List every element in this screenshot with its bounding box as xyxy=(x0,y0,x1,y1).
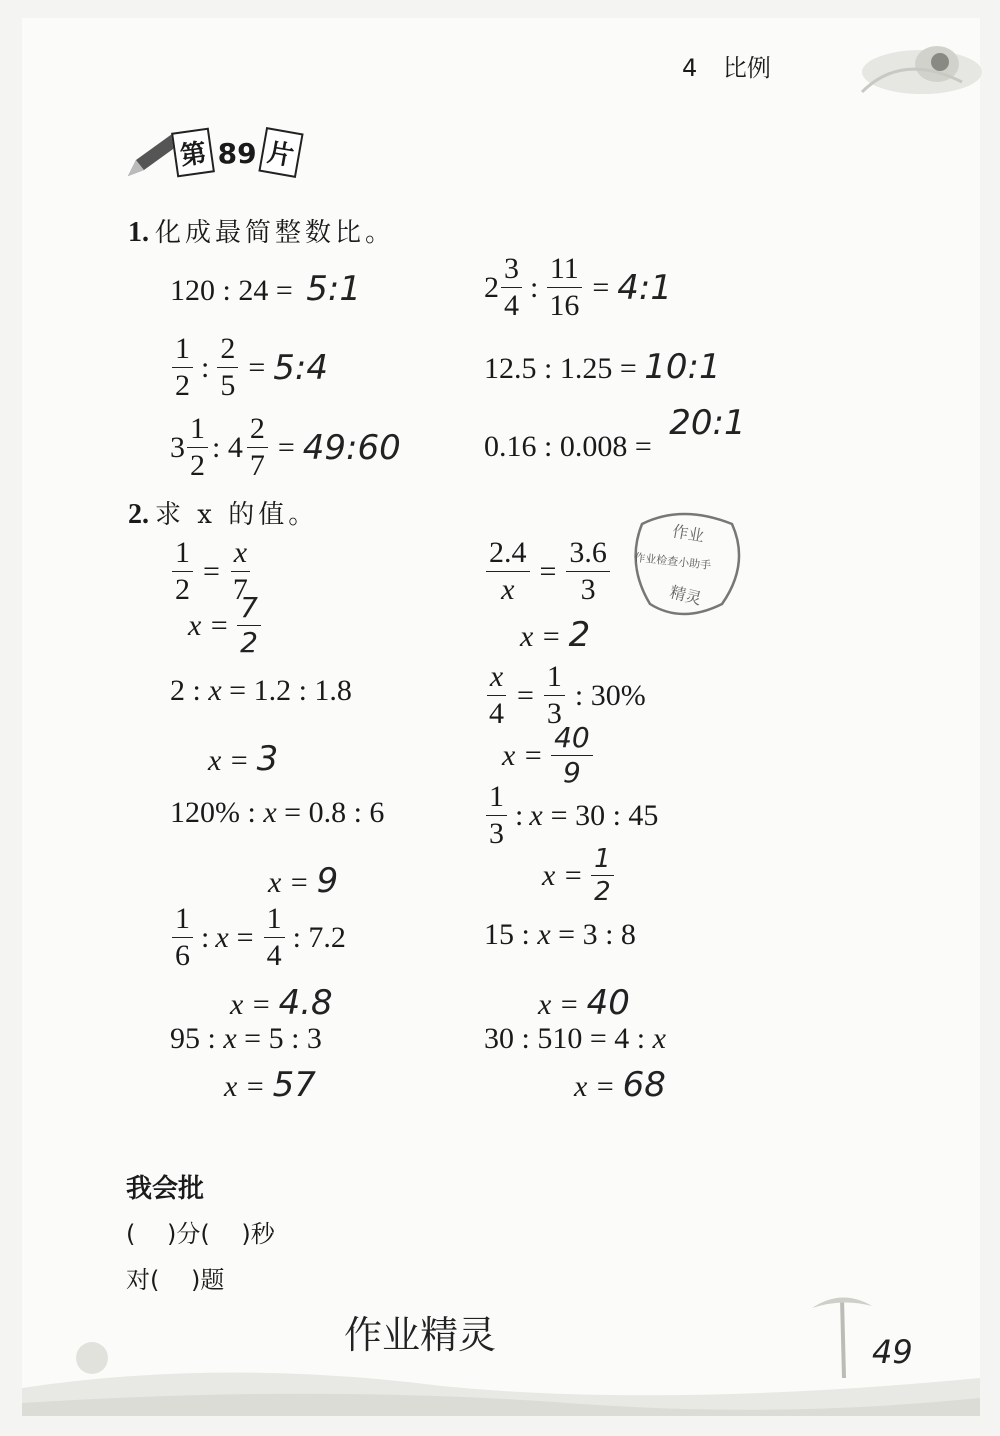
q1-e1: 120 : 24 = 5:1 xyxy=(170,269,361,309)
lesson-number: 89 xyxy=(217,137,257,170)
lesson-prefix: 第 xyxy=(171,128,215,178)
signature: 作业精灵 xyxy=(344,1313,497,1357)
grading-title: 我会批 xyxy=(126,1174,205,1204)
homework-stamp xyxy=(622,504,752,624)
q2-p9-result: x = 57 xyxy=(224,1065,316,1105)
q1-e3-answer: 5:4 xyxy=(273,347,328,388)
q2-p5-result: x = 9 xyxy=(268,861,339,901)
unit-title: 比例 xyxy=(722,54,771,82)
q2-p2: $\frac{2.4}{x}$ = $\frac{3.6}{3}$ xyxy=(484,538,612,605)
q2-p6: $\frac{1}{3}$ : x = 30 : 45 xyxy=(484,782,658,849)
q2-p5: 120% : x = 0.8 : 6 xyxy=(170,796,385,829)
q1-heading xyxy=(128,212,395,249)
workbook-page xyxy=(22,18,980,1416)
q2-p10-result: x = 68 xyxy=(574,1065,666,1105)
q2-p7: $\frac{1}{6}$ : x = $\frac{1}{4}$ : 7.2 xyxy=(170,904,346,971)
q1-e5: 3 $\frac{1}{2}$ : 4 $\frac{2}{7}$ = 49:60 xyxy=(170,412,401,482)
q2-p8: 15 : x = 3 : 8 xyxy=(484,918,636,951)
page-number: 49 xyxy=(872,1333,913,1371)
q2-p2-result: x = 2 xyxy=(520,615,591,655)
q2-p4-result: x = $\frac{40}{9}$ xyxy=(502,724,595,787)
q1-e1-answer: 5:1 xyxy=(306,269,361,309)
q1-e4-answer: 10:1 xyxy=(644,347,721,387)
q2-p4: $\frac{x}{4}$ = $\frac{1}{3}$ : 30% xyxy=(484,662,646,729)
q2-p8-result: x = 40 xyxy=(538,983,630,1023)
cartoon-decoration-icon xyxy=(842,22,982,102)
q1-e5-answer: 49:60 xyxy=(302,427,401,468)
q1-title: 化成最简整数比。 xyxy=(155,218,396,248)
grading-correct: 对( )题 xyxy=(126,1266,225,1294)
unit-number: 4 xyxy=(682,54,698,82)
lesson-suffix: 片 xyxy=(259,127,304,178)
q1-e2: 2 $\frac{3}{4}$ : $\frac{11}{16}$ = 4:1 xyxy=(484,252,672,322)
q2-number: 2. xyxy=(128,499,149,530)
q2-p1-result: x = $\frac{7}{2}$ xyxy=(188,594,263,657)
q2-p3-result: x = 3 xyxy=(208,739,279,779)
landscape-decoration-icon xyxy=(22,1258,980,1416)
q1-e3: $\frac{1}{2}$ : $\frac{2}{5}$ = 5:4 xyxy=(170,334,328,401)
svg-text:作业: 作业 xyxy=(670,521,706,546)
q2-p9: 95 : x = 5 : 3 xyxy=(170,1022,322,1055)
q1-e6: 0.16 : 0.008 = 20:1 xyxy=(484,403,746,463)
q1-number: 1. xyxy=(128,217,149,248)
q2-p7-result: x = 4.8 xyxy=(230,983,333,1023)
page-header xyxy=(682,48,771,83)
q1-e6-answer: 20:1 xyxy=(669,403,746,443)
q2-p1: $\frac{1}{2}$ = $\frac{x}{7}$ xyxy=(170,538,253,605)
q2-p10: 30 : 510 = 4 : x xyxy=(484,1022,666,1055)
q2-p6-result: x = $\frac{1}{2}$ xyxy=(542,846,616,905)
q2-title: 求 x 的值。 xyxy=(155,500,319,530)
grading-time: ( )分( )秒 xyxy=(126,1220,275,1248)
q2-p3: 2 : x = 1.2 : 1.8 xyxy=(170,674,352,707)
q2-heading xyxy=(128,494,318,531)
q1-e4: 12.5 : 1.25 = 10:1 xyxy=(484,347,721,387)
q1-e2-answer: 4:1 xyxy=(617,267,672,308)
svg-text:作业检查小助手: 作业检查小助手 xyxy=(633,551,712,573)
lesson-badge xyxy=(174,130,300,175)
svg-text:精灵: 精灵 xyxy=(667,582,704,609)
